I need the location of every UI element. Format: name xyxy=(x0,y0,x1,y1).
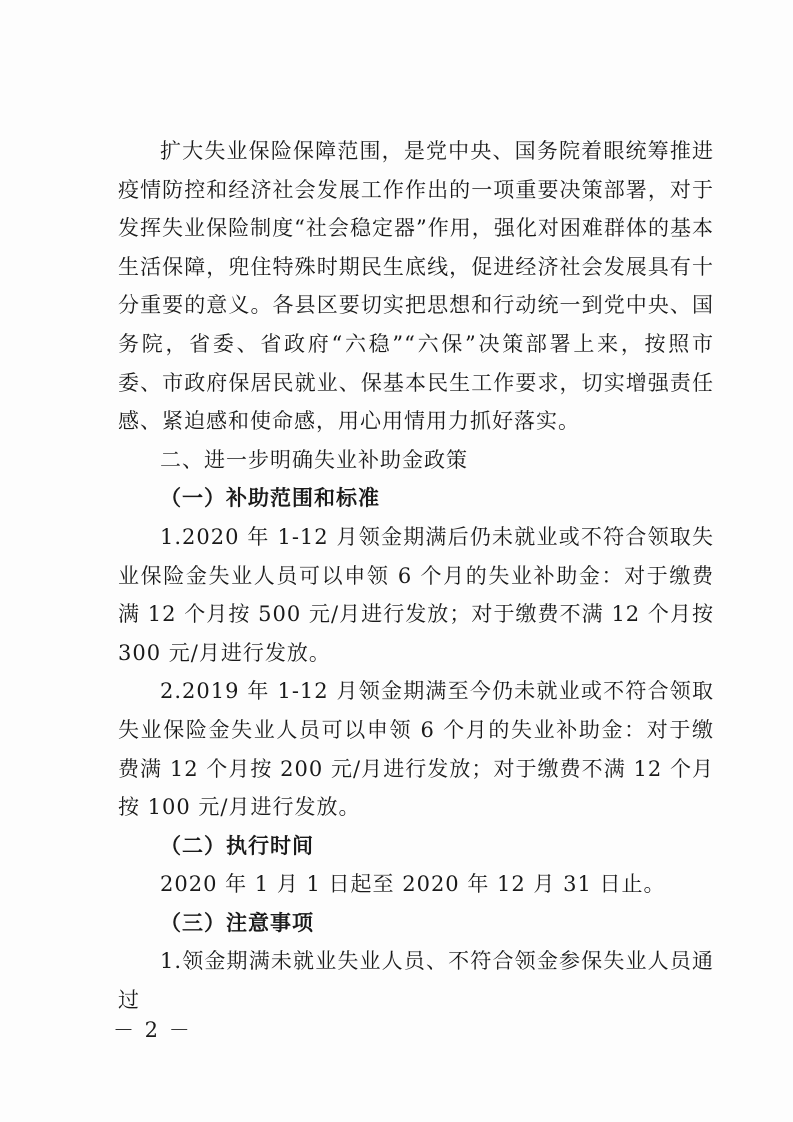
subheading-execution-time: （二）执行时间 xyxy=(160,832,314,858)
page-number: － 2 － xyxy=(113,1018,192,1042)
paragraph-significance: 扩大失业保险保障范围，是党中央、国务院着眼统筹推进疫情防控和经济社会发展工作作出的一项重要决策部署，对于发挥失业保险制度“社会稳定器”作用，强化对困难群体的基本生活保障，兜住特殊时期民生底线，促进经济社会发展具有十分重要的意义。各县区要切实把思想和行动统一到党中央、国务院，省委、省政府“六稳”“六保”决策部署上来，按照市委、市政府保居民就业、保基本民生工作要求，切实增强责任感、紧迫感和使命感，用心用情用力抓好落实。 xyxy=(118,139,714,434)
subheading-scope-and-standard: （一）补助范围和标准 xyxy=(160,485,380,511)
paragraph-item-1: 1.2020 年 1-12 月领金期满后仍未就业或不符合领取失业保险金失业人员可以申领 6 个月的失业补助金：对于缴费满 12 个月按 500 元/月进行发放；对于缴费不满 12 个月按 300 元/月进行发放。 xyxy=(118,524,714,665)
section-heading-2: 二、进一步明确失业补助金政策 xyxy=(160,447,468,472)
subheading-notes: （三）注意事项 xyxy=(160,909,314,935)
paragraph-item-2: 2.2019 年 1-12 月领金期满至今仍未就业或不符合领取失业保险金失业人员可以申领 6 个月的失业补助金：对于缴费满 12 个月按 200 元/月进行发放；对于缴费不满 12 个月按 100 元/月进行发放。 xyxy=(118,679,714,820)
paragraph-notes-1: 1.领金期满未就业失业人员、不符合领金参保失业人员通过 xyxy=(118,949,714,1013)
paragraph-execution-time: 2020 年 1 月 1 日起至 2020 年 12 月 31 日止。 xyxy=(160,872,666,897)
page-content xyxy=(118,132,714,1020)
